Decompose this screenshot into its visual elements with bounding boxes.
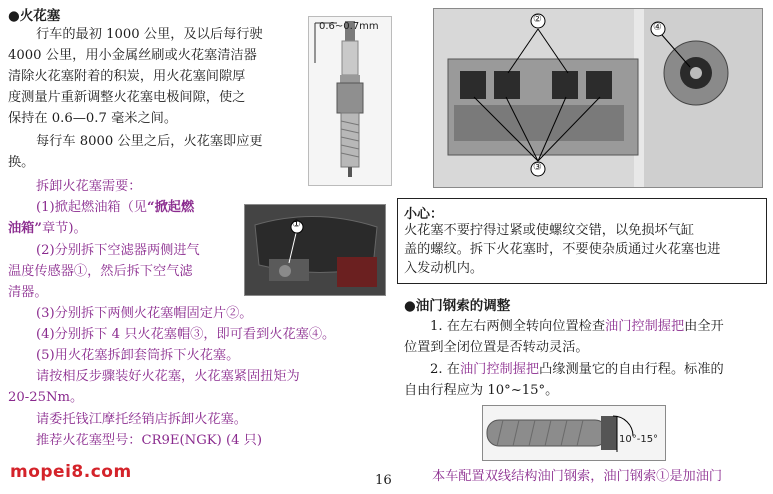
caution-line: 盖的螺纹。拆下火花塞时，不要使杂质通过火花塞也进: [404, 242, 721, 257]
step-1-line2: [8, 218, 87, 239]
callout-2: ②: [533, 14, 542, 25]
watermark-logo: [10, 462, 132, 482]
throttle-text: 由全开: [684, 319, 724, 334]
throttle-grip-illustration: [483, 406, 665, 460]
step-3: (3)分别拆下两侧火花塞帽固定片②。: [36, 306, 253, 321]
engine-illustration: [434, 9, 762, 187]
throttle-step-2-line2: 自由行程应为 10°~15°。: [404, 383, 559, 398]
page-number: 16: [375, 473, 392, 488]
caution-line: 入发动机内。: [404, 261, 484, 276]
spark-plug-figure: [308, 16, 392, 186]
text-line: 清除火花塞附着的积炭，用火花塞间隙厚: [8, 69, 246, 84]
step-2-line: 清器。: [8, 285, 48, 300]
throttle-grip-figure: [482, 405, 666, 461]
spark-plug-illustration: [309, 17, 391, 185]
section-heading-spark-plug: ●火花塞: [8, 8, 61, 24]
throttle-step-1-line2: 位置到全闭位置是否转动灵活。: [404, 340, 589, 355]
free-play-label: 10°-15°: [619, 434, 659, 445]
reinstall-line: 请按相反步骤装好火花塞，火花塞紧固扭矩为: [36, 369, 300, 384]
throttle-text: 凸缘测量它的自由行程。标准的: [539, 362, 724, 377]
step-2-line: (2)分别拆下空滤器两侧进气: [36, 243, 200, 258]
step-2-line: 温度传感器①，然后拆下空气滤: [8, 264, 193, 279]
text-line: 保持在 0.6—0.7 毫米之间。: [8, 111, 178, 126]
throttle-step-1-line1: [430, 316, 724, 337]
step-5: (5)用火花塞拆卸套筒拆下火花塞。: [36, 348, 240, 363]
watermark-text: mopei8.com: [10, 462, 132, 482]
throttle-grip-link[interactable]: 油门控制握把: [459, 362, 540, 377]
gap-spec-label: 0.6~0.7mm: [319, 21, 379, 32]
step-1-text: 章节)。: [41, 221, 87, 236]
callout-4: ④: [653, 22, 662, 33]
recommended-plug: 推荐火花塞型号：CR9E(NGK) (4 只): [36, 433, 263, 448]
caution-line: 火花塞不要拧得过紧或使螺纹交错，以免损坏气缸: [404, 223, 695, 238]
section-heading-throttle-cable: ●油门钢索的调整: [404, 298, 511, 314]
bottom-note: 本车配置双线结构油门钢索，油门钢索①是加油门: [432, 469, 723, 484]
text-line: 4000 公里，用小金属丝刷或火花塞清洁器: [8, 48, 257, 63]
text-line: 换。: [8, 155, 35, 170]
throttle-text: 1. 在左右两侧全转向位置检查: [430, 319, 606, 334]
throttle-grip-link[interactable]: 油门控制握把: [605, 319, 685, 334]
callout-3: ③: [533, 162, 542, 173]
caution-box: [397, 198, 767, 284]
dealer-note: 请委托钱江摩托经销店拆卸火花塞。: [36, 412, 247, 427]
fuel-tank-link[interactable]: “掀起燃: [147, 200, 195, 215]
text-line: 行车的最初 1000 公里，及以后每行驶: [36, 27, 263, 42]
throttle-text: 2. 在: [430, 362, 460, 377]
fuel-tank-link[interactable]: 油箱”: [8, 221, 42, 236]
step-1-line1: [36, 197, 194, 218]
text-line: 度测量片重新调整火花塞电极间隙，使之: [8, 90, 246, 105]
caution-title: 小心：: [404, 207, 444, 222]
text-line: 每行车 8000 公里之后，火花塞即应更: [36, 134, 263, 149]
airbox-illustration: [245, 205, 385, 295]
callout-1: ①: [292, 219, 301, 230]
reinstall-line: 20-25Nm。: [8, 390, 84, 405]
removal-title: 拆卸火花塞需要：: [36, 179, 142, 194]
throttle-step-2-line1: [430, 359, 724, 380]
step-1-text: (1)掀起燃油箱（见: [36, 200, 147, 215]
step-4: (4)分别拆下 4 只火花塞帽③，即可看到火花塞④。: [36, 327, 336, 342]
airbox-figure: [244, 204, 386, 296]
engine-figure: [433, 8, 763, 188]
